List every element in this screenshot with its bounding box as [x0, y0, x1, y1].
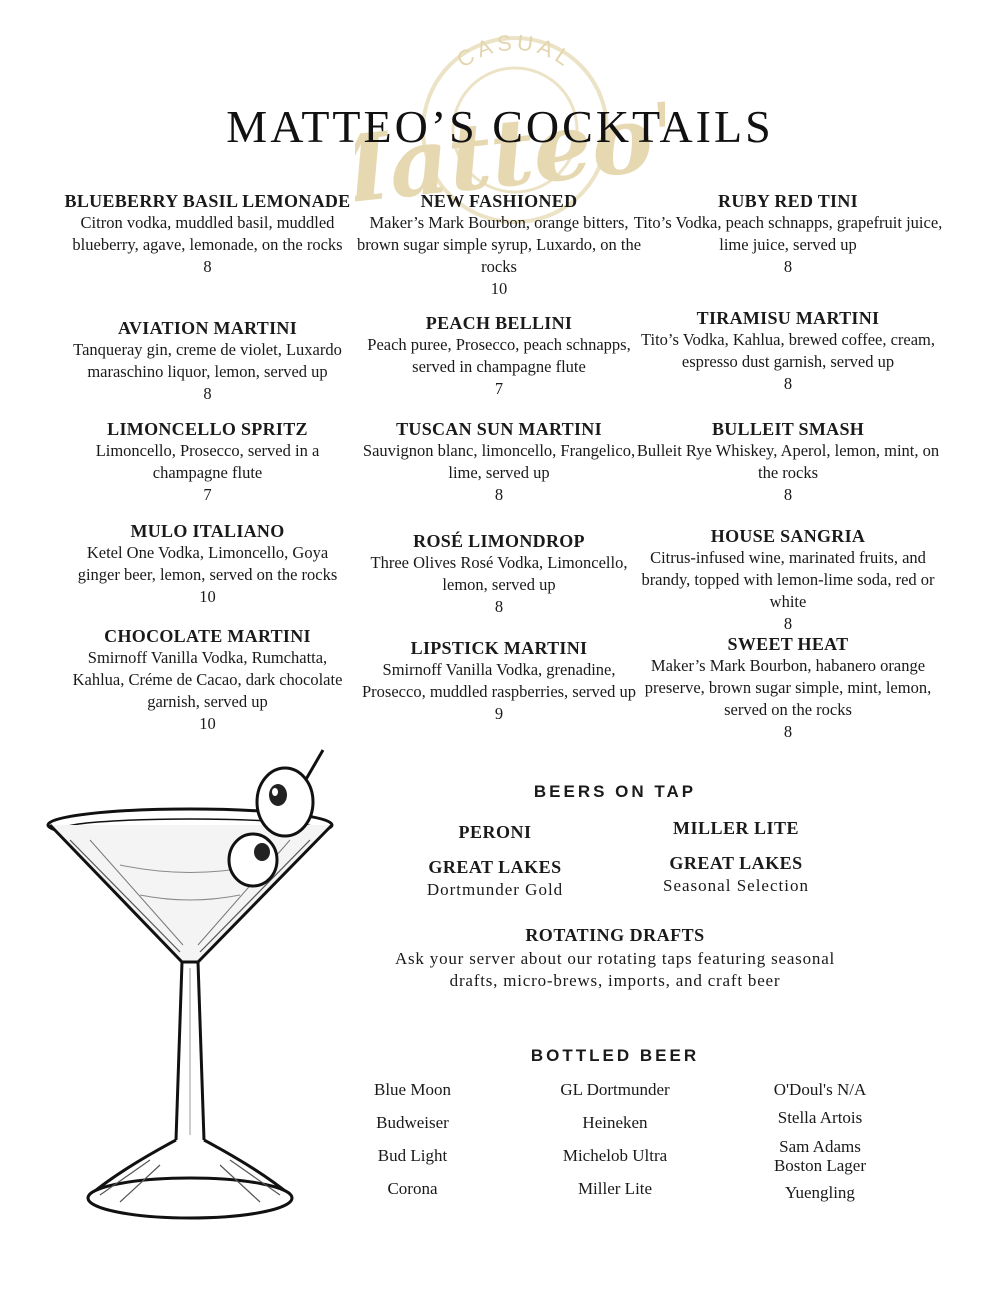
tap-item: [395, 822, 595, 843]
cocktail-item: [350, 190, 648, 300]
cocktail-item: [60, 317, 355, 405]
cocktail-name: TIRAMISU MARTINI: [696, 308, 880, 328]
bottled-beer-item: Yuengling: [785, 1183, 855, 1202]
cocktail-name: BLUEBERRY BASIL LEMONADE: [64, 191, 351, 211]
cocktail-item: [628, 307, 948, 395]
cocktail-description: Tito’s Vodka, Kahlua, brewed coffee, cream, espresso dust garnish, served up: [640, 330, 936, 371]
cocktail-description: Smirnoff Vanilla Vodka, grenadine, Prosecco, muddled raspberries, served up: [362, 660, 636, 701]
cocktail-item: [350, 530, 648, 618]
cocktail-name: LIPSTICK MARTINI: [410, 638, 588, 658]
cocktail-name: AVIATION MARTINI: [117, 318, 298, 338]
cocktail-price: 8: [783, 257, 793, 276]
cocktail-name: TUSCAN SUN MARTINI: [396, 419, 602, 439]
cocktail-name: MULO ITALIANO: [130, 521, 285, 541]
cocktail-item: [60, 625, 355, 735]
logo-casual-text: CASUAL: [452, 35, 579, 73]
cocktail-description: Tanqueray gin, creme de violet, Luxardo maraschino liquor, lemon, served up: [73, 340, 342, 381]
cocktail-description: Tito’s Vodka, peach schnapps, grapefruit juice, lime juice, served up: [633, 213, 943, 254]
cocktail-description: Peach puree, Prosecco, peach schnapps, served in champagne flute: [367, 335, 631, 376]
cocktail-price: 10: [490, 279, 508, 298]
cocktail-description: Citrus-infused wine, marinated fruits, and brandy, topped with lemon-lime soda, red or white: [641, 548, 935, 611]
cocktail-name: PEACH BELLINI: [425, 313, 573, 333]
cocktail-item: [628, 633, 948, 743]
cocktail-price: 8: [783, 485, 793, 504]
cocktail-item: [350, 418, 648, 506]
cocktail-description: Ketel One Vodka, Limoncello, Goya ginger beer, lemon, served on the rocks: [77, 543, 338, 584]
cocktail-description: Citron vodka, muddled basil, muddled blueberry, agave, lemonade, on the rocks: [72, 213, 343, 254]
bottled-beer-item: O'Doul's N/A: [773, 1080, 867, 1099]
tap-item-name: GREAT LAKES: [428, 857, 562, 877]
cocktail-price: 8: [494, 485, 504, 504]
cocktail-price: 8: [783, 722, 793, 741]
cocktail-name: RUBY RED TINI: [718, 191, 858, 211]
tap-item-name: MILLER LITE: [672, 818, 800, 838]
rotating-drafts-name: ROTATING DRAFTS: [525, 925, 705, 945]
tap-item-sub: Seasonal Selection: [663, 876, 809, 895]
bottled-beer-title: BOTTLED BEER: [530, 1046, 700, 1065]
cocktail-name: ROSÉ LIMONDROP: [413, 531, 585, 551]
beers-on-tap-title: BEERS ON TAP: [533, 782, 697, 801]
cocktail-price: 8: [783, 374, 793, 393]
bottled-beer-item: Michelob Ultra: [562, 1146, 668, 1165]
cocktail-item: [628, 525, 948, 635]
logo-script-text: Matteo's: [355, 75, 665, 231]
tap-item: [636, 818, 836, 839]
cocktail-name: NEW FASHIONED: [420, 191, 578, 211]
cocktail-item: [350, 312, 648, 400]
cocktail-price: 8: [783, 614, 793, 633]
cocktail-item: [628, 418, 948, 506]
bottled-beer-item: Miller Lite: [577, 1179, 653, 1198]
bottled-beer-item: Corona: [387, 1179, 438, 1198]
tap-item: [626, 853, 846, 896]
cocktail-item: [628, 190, 948, 278]
tap-item-name: PERONI: [458, 822, 532, 842]
cocktail-item: [60, 418, 355, 506]
cocktail-price: 9: [494, 704, 504, 723]
cocktail-price: 8: [203, 384, 212, 403]
cocktail-description: Maker’s Mark Bourbon, habanero orange preserve, brown sugar simple, mint, lemon, served on the rocks: [644, 656, 932, 719]
cocktail-name: HOUSE SANGRIA: [710, 526, 866, 546]
martini-glass-icon: [40, 740, 350, 1240]
bottled-beer-item: Budweiser: [376, 1113, 449, 1132]
page-title: MATTEO’S COCKTAILS: [226, 101, 774, 152]
rotating-drafts-desc: Ask your server about our rotating taps featuring seasonal drafts, micro-brews, imports, and craft beer: [394, 949, 836, 990]
bottled-beer-item: Sam Adams Boston Lager: [773, 1137, 867, 1175]
cocktail-item: [350, 637, 648, 725]
cocktail-name: LIMONCELLO SPRITZ: [107, 419, 308, 439]
cocktail-price: 7: [203, 485, 212, 504]
tap-item-sub: Dortmunder Gold: [426, 880, 564, 899]
cocktail-description: Sauvignon blanc, limoncello, Frangelico, lime, served up: [362, 441, 636, 482]
tap-item-name: GREAT LAKES: [669, 853, 803, 873]
cocktail-item: [60, 190, 355, 278]
tap-item: [385, 857, 605, 900]
cocktail-description: Bulleit Rye Whiskey, Aperol, lemon, mint, on the rocks: [636, 441, 940, 482]
cocktail-name: BULLEIT SMASH: [711, 419, 865, 439]
cocktail-name: SWEET HEAT: [727, 634, 849, 654]
bottled-beer-item: Heineken: [582, 1113, 648, 1132]
cocktail-price: 7: [494, 379, 504, 398]
cocktail-price: 10: [199, 714, 216, 733]
bottled-beer-item: Stella Artois: [777, 1108, 863, 1127]
cocktail-description: Smirnoff Vanilla Vodka, Rumchatta, Kahlua, Créme de Cacao, dark chocolate garnish, served up: [72, 648, 343, 711]
bottled-beer-item: Bud Light: [377, 1146, 448, 1165]
bottled-beer-item: GL Dortmunder: [560, 1080, 670, 1099]
cocktail-price: 8: [203, 257, 212, 276]
cocktail-description: Three Olives Rosé Vodka, Limoncello, lemon, served up: [370, 553, 628, 594]
cocktail-name: CHOCOLATE MARTINI: [104, 626, 311, 646]
cocktail-item: [60, 520, 355, 608]
cocktail-price: 8: [494, 597, 504, 616]
cocktail-price: 10: [199, 587, 216, 606]
cocktail-description: Limoncello, Prosecco, served in a champagne flute: [95, 441, 320, 482]
rotating-drafts: [380, 925, 850, 992]
cocktail-description: Maker’s Mark Bourbon, orange bitters, brown sugar simple syrup, Luxardo, on the rocks: [356, 213, 642, 276]
bottled-beer-item: Blue Moon: [374, 1080, 451, 1099]
